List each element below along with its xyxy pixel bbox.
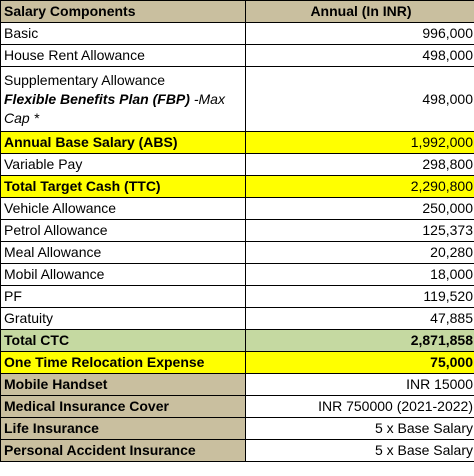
row-value: 498,000 — [246, 67, 474, 132]
row-value: 125,373 — [246, 220, 474, 242]
row-label: Vehicle Allowance — [1, 198, 246, 220]
row-label: Mobil Allowance — [1, 264, 246, 286]
row-label: Total CTC — [1, 330, 246, 352]
row-label: Annual Base Salary (ABS) — [1, 132, 246, 154]
row-total-ctc — [1, 330, 474, 352]
row-label: Basic — [1, 23, 246, 45]
row-label: Variable Pay — [1, 154, 246, 176]
row-value: 18,000 — [246, 264, 474, 286]
row-gratuity — [1, 308, 474, 330]
row-value: 996,000 — [246, 23, 474, 45]
table-header-row — [1, 1, 474, 23]
header-salary-components: Salary Components — [1, 1, 246, 23]
row-label-fbp: Flexible Benefits Plan (FBP) — [4, 90, 190, 107]
row-variable-pay — [1, 154, 474, 176]
row-personal-accident-insurance — [1, 440, 474, 462]
row-house-rent-allowance — [1, 45, 474, 67]
row-mobile-handset — [1, 374, 474, 396]
row-total-target-cash — [1, 176, 474, 198]
row-basic — [1, 23, 474, 45]
row-value: 5 x Base Salary — [246, 440, 474, 462]
row-value: INR 750000 (2021-2022) — [246, 396, 474, 418]
row-label-max-cap: -Max Cap * — [4, 90, 225, 126]
row-annual-base-salary — [1, 132, 474, 154]
row-label — [1, 67, 246, 132]
row-medical-insurance — [1, 396, 474, 418]
row-value: 2,290,800 — [246, 176, 474, 198]
row-value: 47,885 — [246, 308, 474, 330]
row-label: Mobile Handset — [1, 374, 246, 396]
row-label: Meal Allowance — [1, 242, 246, 264]
row-value: 1,992,000 — [246, 132, 474, 154]
row-value: 20,280 — [246, 242, 474, 264]
row-vehicle-allowance — [1, 198, 474, 220]
row-label: Gratuity — [1, 308, 246, 330]
row-label: Life Insurance — [1, 418, 246, 440]
row-petrol-allowance — [1, 220, 474, 242]
row-value: 498,000 — [246, 45, 474, 67]
row-life-insurance — [1, 418, 474, 440]
row-label: Petrol Allowance — [1, 220, 246, 242]
row-label: Personal Accident Insurance — [1, 440, 246, 462]
row-value: 298,800 — [246, 154, 474, 176]
row-label: Total Target Cash (TTC) — [1, 176, 246, 198]
row-value: 75,000 — [246, 352, 474, 374]
row-value: INR 15000 — [246, 374, 474, 396]
row-one-time-relocation — [1, 352, 474, 374]
row-label: Medical Insurance Cover — [1, 396, 246, 418]
row-label: PF — [1, 286, 246, 308]
row-label: One Time Relocation Expense — [1, 352, 246, 374]
row-label: House Rent Allowance — [1, 45, 246, 67]
row-meal-allowance — [1, 242, 474, 264]
row-pf — [1, 286, 474, 308]
header-annual-inr: Annual (In INR) — [246, 1, 474, 23]
row-value: 5 x Base Salary — [246, 418, 474, 440]
row-value: 2,871,858 — [246, 330, 474, 352]
row-mobil-allowance — [1, 264, 474, 286]
row-value: 250,000 — [246, 198, 474, 220]
row-label-line1: Supplementary Allowance — [4, 71, 166, 88]
row-value: 119,520 — [246, 286, 474, 308]
row-supplementary-allowance — [1, 67, 474, 132]
